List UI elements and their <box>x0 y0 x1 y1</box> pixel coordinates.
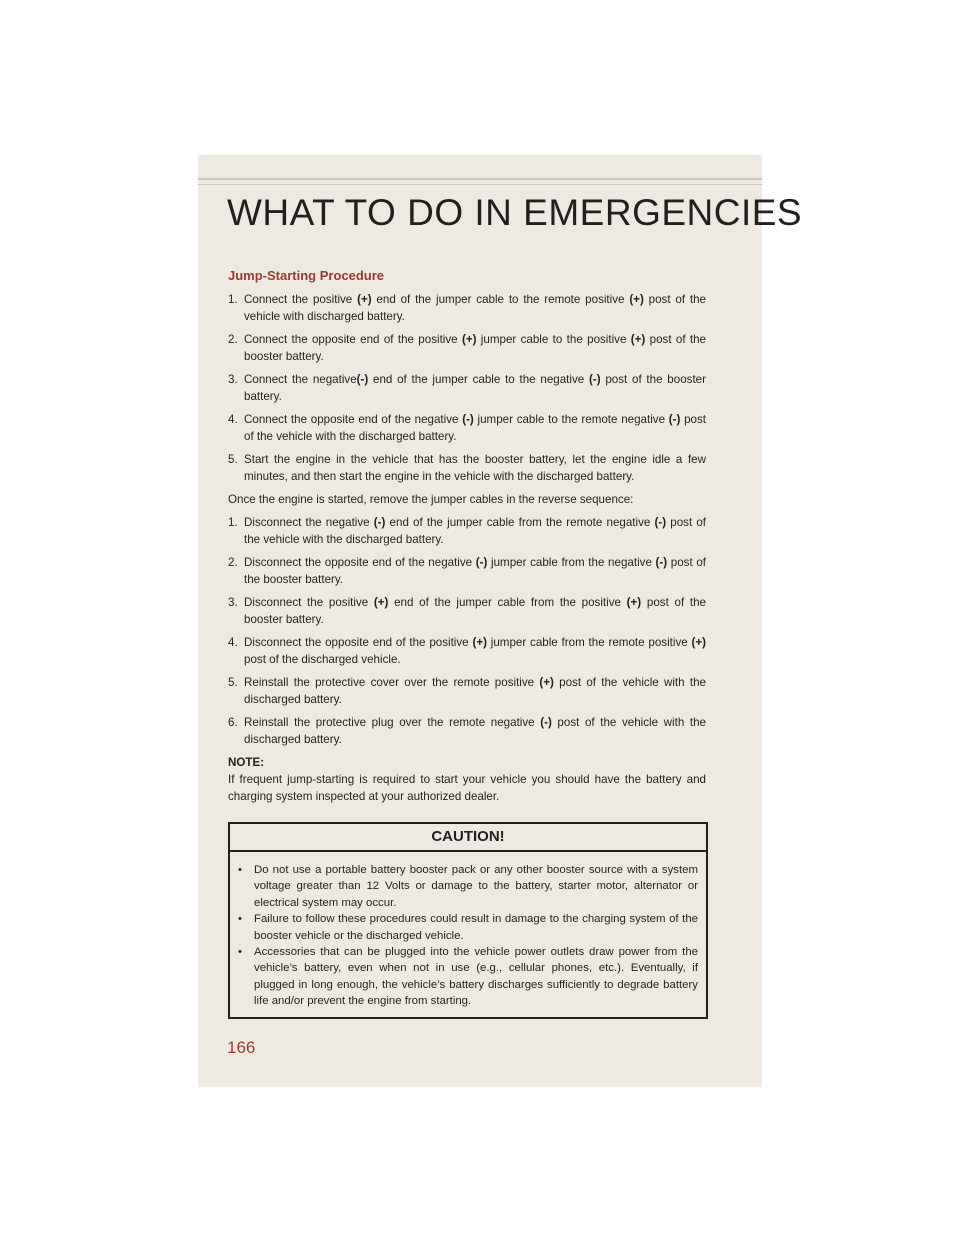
disconnect-step <box>228 634 706 668</box>
connect-step-number: 2. <box>228 333 238 346</box>
bullet-icon: • <box>238 864 242 876</box>
step-text: post of the vehicle with the discharged battery. <box>244 716 706 746</box>
step-text: post of the booster battery. <box>244 333 707 363</box>
polarity-symbol: (+) <box>691 636 707 649</box>
polarity-symbol: (+) <box>373 596 389 609</box>
disconnect-step <box>228 514 706 548</box>
polarity-symbol: (-) <box>654 516 667 529</box>
step-text: end of the jumper cable to the remote positive <box>371 293 630 306</box>
caution-box <box>228 822 708 1019</box>
caution-item-text: Accessories that can be plugged into the vehicle power outlets draw power from the vehicle’s battery, even when not in use (e.g., cellular phones, etc.). Eventually, if plugged in long enough, the vehicle’s battery discharges sufficiently to degrade battery life and/or prevent the engine from starting. <box>254 946 698 1008</box>
reverse-sequence-intro: Once the engine is started, remove the jumper cables in the reverse sequence: <box>228 493 634 506</box>
disconnect-step <box>228 554 706 588</box>
polarity-symbol: (-) <box>540 716 552 729</box>
step-text: post of the booster battery. <box>244 596 706 626</box>
connect-step <box>228 371 706 405</box>
step-text: end of the jumper cable to the negative <box>368 373 589 386</box>
step-text: Disconnect the positive <box>244 596 374 609</box>
step-text: jumper cable to the positive <box>476 333 631 346</box>
note-text: If frequent jump-starting is required to start your vehicle you should have the battery and charging system inspected at your authorized dealer. <box>228 773 706 803</box>
note-label: NOTE: <box>228 756 265 769</box>
polarity-symbol: (+) <box>626 596 642 609</box>
step-text: post of the vehicle with the discharged battery. <box>244 516 707 546</box>
connect-step <box>228 291 706 325</box>
header-rule <box>198 178 762 180</box>
disconnect-step <box>228 674 706 708</box>
polarity-symbol: (+) <box>629 293 644 306</box>
caution-item-text: Failure to follow these procedures could result in damage to the charging system of the booster vehicle or the discharged vehicle. <box>254 913 698 942</box>
caution-item <box>238 944 698 1010</box>
step-text: Connect the negative <box>244 373 357 386</box>
polarity-symbol: (+) <box>461 333 477 346</box>
connect-step-number: 1. <box>228 293 238 306</box>
polarity-symbol: (-) <box>668 413 681 426</box>
step-text: jumper cable to the remote negative <box>473 413 669 426</box>
polarity-symbol: (-) <box>588 373 601 386</box>
connect-step <box>228 331 706 365</box>
step-text: Connect the positive <box>244 293 358 306</box>
polarity-symbol: (-) <box>655 556 668 569</box>
step-text: Connect the opposite end of the negative <box>244 413 463 426</box>
polarity-symbol: (-) <box>356 373 369 386</box>
polarity-symbol: (+) <box>357 293 372 306</box>
polarity-symbol: (-) <box>462 413 474 426</box>
step-text: jumper cable from the negative <box>487 556 656 569</box>
disconnect-step-number: 2. <box>228 556 238 569</box>
disconnect-step-number: 1. <box>228 516 238 529</box>
connect-steps-list <box>228 291 706 485</box>
disconnect-step-number: 3. <box>228 596 238 609</box>
step-text: Start the engine in the vehicle that has the booster battery, let the engine idle a few minutes, and then start the engine in the vehicle with the discharged battery. <box>244 453 706 483</box>
connect-step <box>228 411 706 445</box>
step-text: post of the vehicle with the discharged battery. <box>244 676 706 706</box>
step-text: end of the jumper cable from the remote negative <box>385 516 655 529</box>
step-text: post of the booster battery. <box>244 556 706 586</box>
disconnect-step-number: 5. <box>228 676 238 689</box>
polarity-symbol: (+) <box>630 333 646 346</box>
connect-step-number: 3. <box>228 373 238 386</box>
polarity-symbol: (-) <box>373 516 386 529</box>
step-text: Disconnect the negative <box>244 516 374 529</box>
connect-step-number: 4. <box>228 413 238 426</box>
header-rule-thin <box>198 184 762 185</box>
step-text: Reinstall the protective plug over the remote negative <box>244 716 541 729</box>
disconnect-steps-list <box>228 514 706 748</box>
caution-item-text: Do not use a portable battery booster pack or any other booster source with a system voltage greater than 12 Volts or damage to the battery, starter motor, alternator or electrical system may occur. <box>254 864 698 909</box>
step-text: post of the booster battery. <box>244 373 706 403</box>
polarity-symbol: (+) <box>539 676 554 689</box>
caution-title: CAUTION! <box>230 824 706 852</box>
step-text: end of the jumper cable from the positive <box>388 596 627 609</box>
caution-item <box>238 911 698 944</box>
page-content <box>228 267 706 1019</box>
caution-body <box>230 852 706 1017</box>
step-text: jumper cable from the remote positive <box>486 636 692 649</box>
step-text: Reinstall the protective cover over the remote positive <box>244 676 540 689</box>
step-text: post of the vehicle with the discharged battery. <box>244 413 707 443</box>
chapter-title: WHAT TO DO IN EMERGENCIES <box>227 192 803 233</box>
polarity-symbol: (-) <box>475 556 488 569</box>
bullet-icon: • <box>238 946 242 959</box>
step-text: post of the vehicle with discharged battery. <box>244 293 706 323</box>
section-title: Jump-Starting Procedure <box>228 268 385 283</box>
disconnect-step-number: 6. <box>228 716 238 729</box>
step-text: Disconnect the opposite end of the negative <box>244 556 476 569</box>
step-text: Disconnect the opposite end of the positive <box>244 636 473 649</box>
connect-step-number: 5. <box>228 453 238 466</box>
bullet-icon: • <box>238 913 242 926</box>
caution-item <box>238 862 698 911</box>
page-number: 166 <box>227 1038 256 1057</box>
step-text: Connect the opposite end of the positive <box>244 333 462 346</box>
disconnect-step-number: 4. <box>228 636 238 649</box>
disconnect-step <box>228 594 706 628</box>
step-text: post of the discharged vehicle. <box>244 653 401 666</box>
polarity-symbol: (+) <box>472 636 487 649</box>
manual-page <box>198 155 803 1087</box>
disconnect-step <box>228 714 706 748</box>
connect-step <box>228 451 706 485</box>
